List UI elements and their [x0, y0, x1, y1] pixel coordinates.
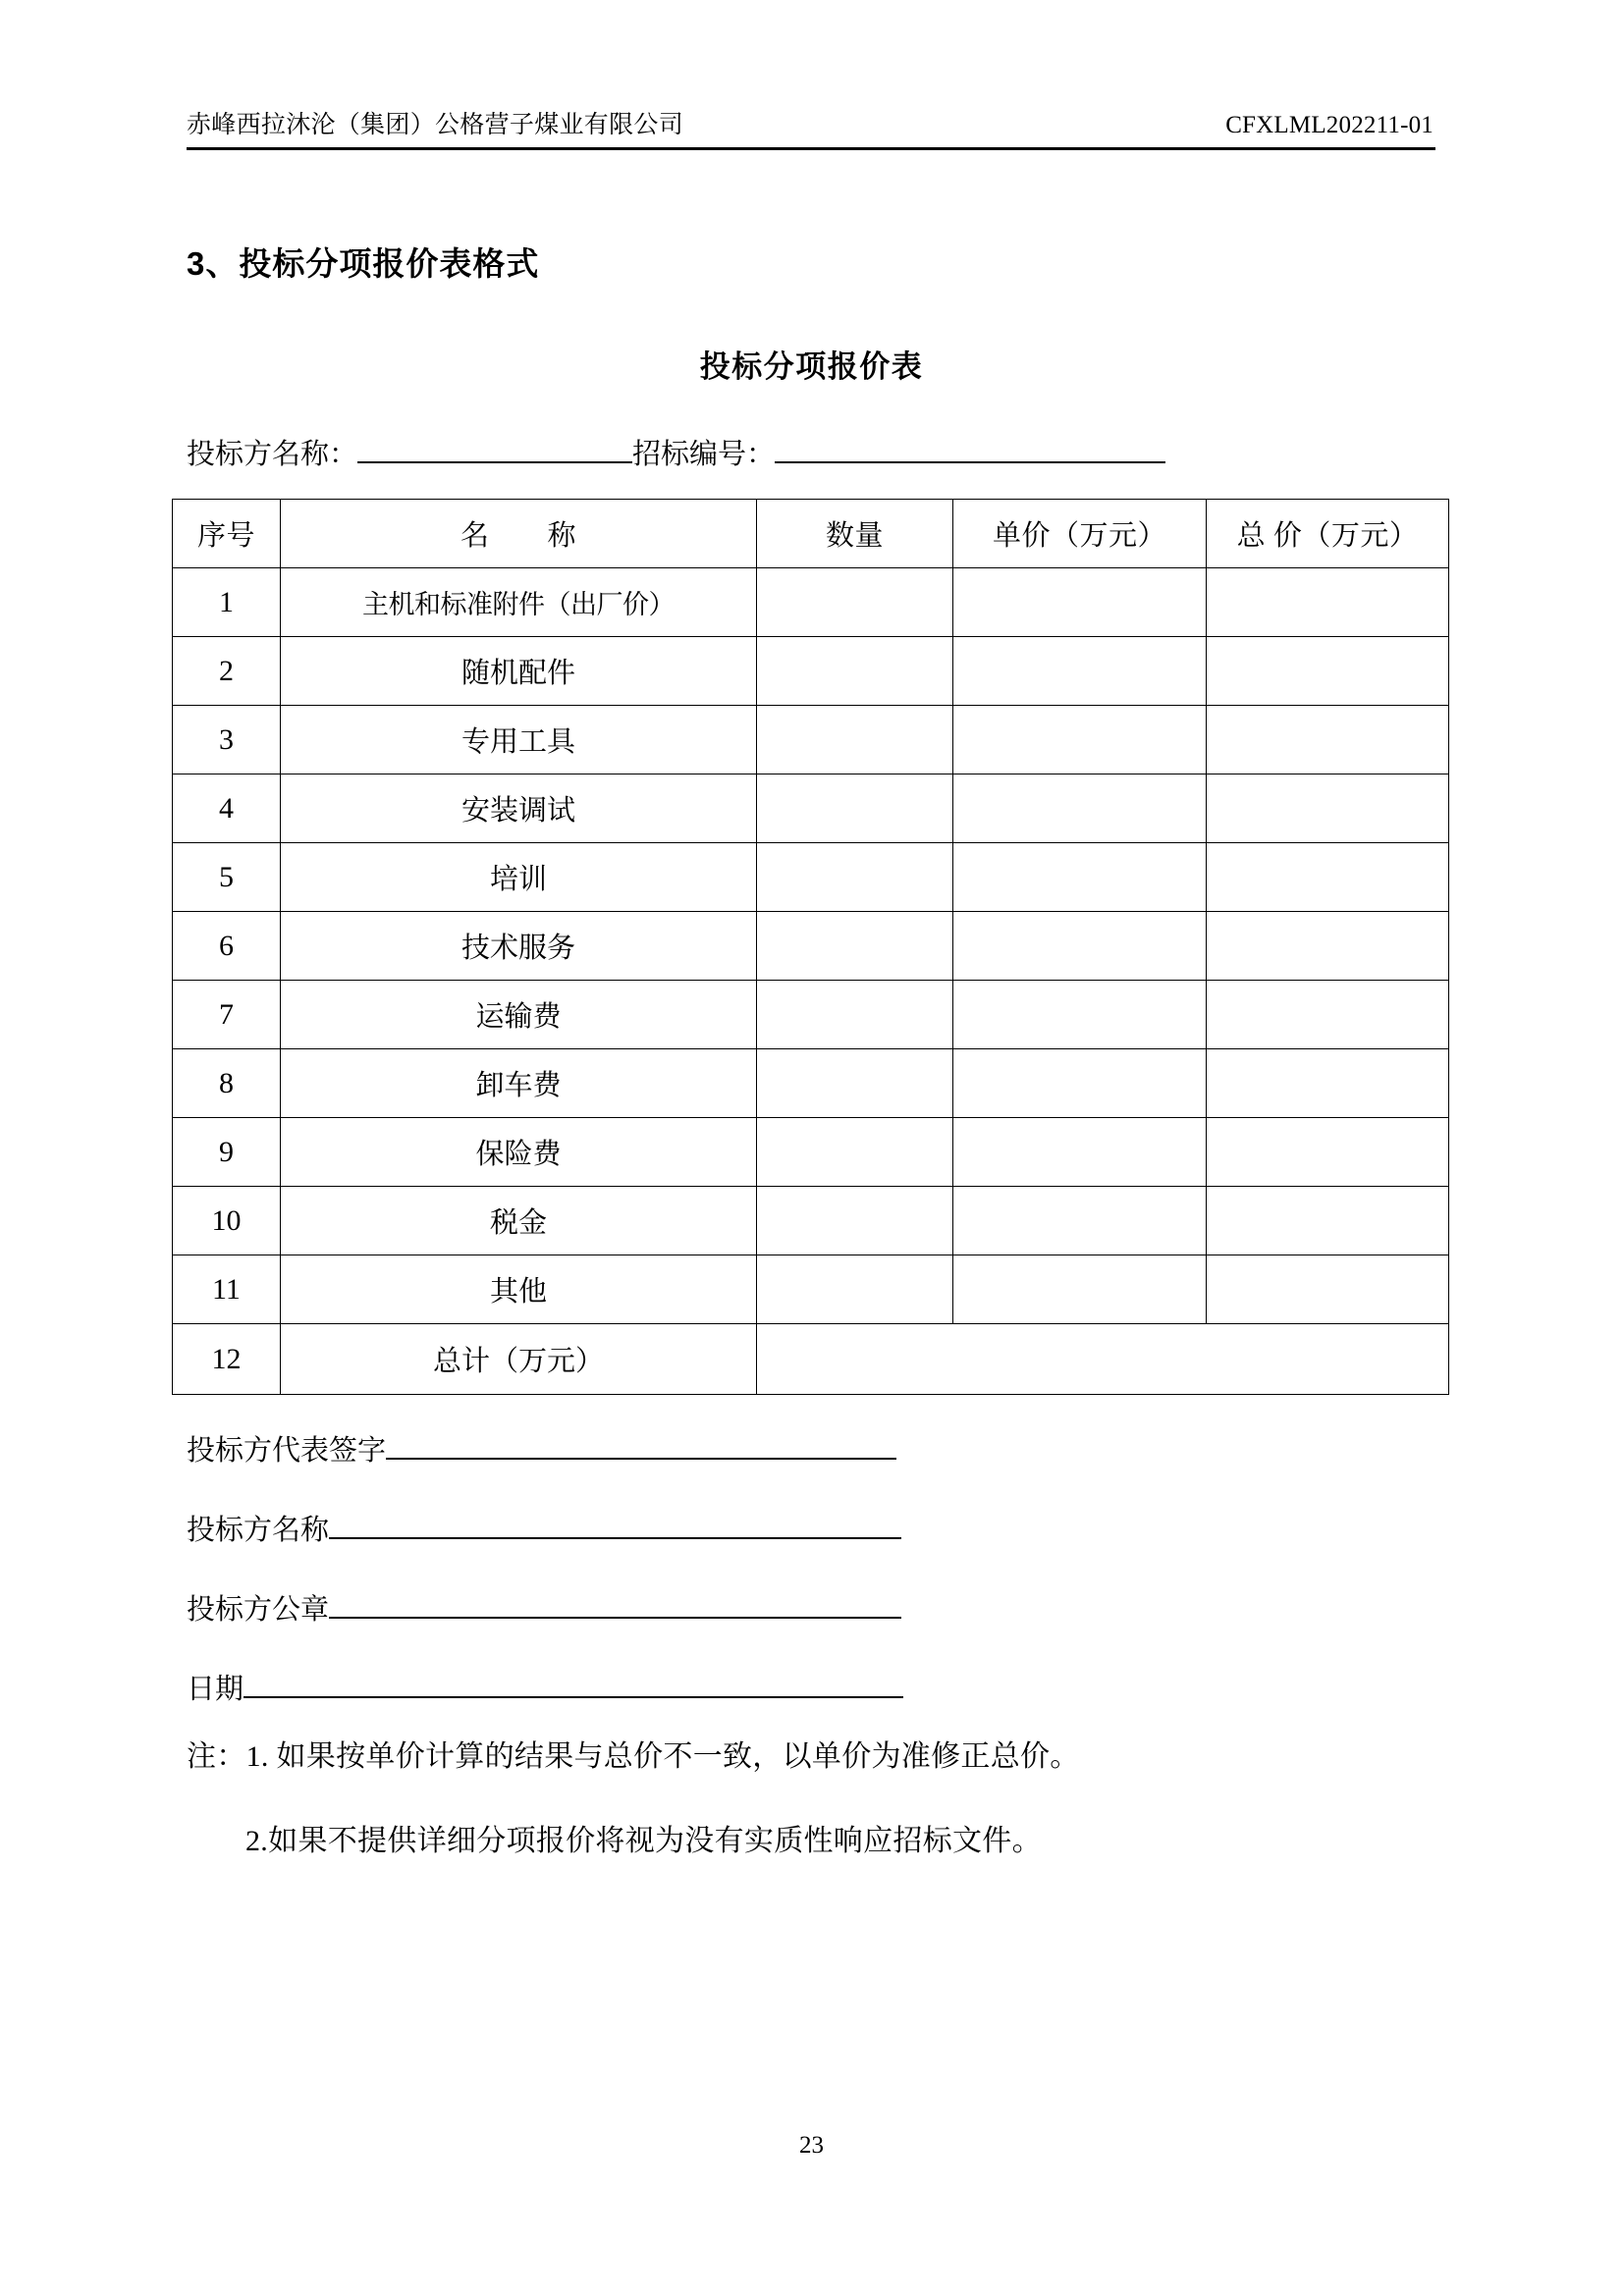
- row-quantity-input[interactable]: [757, 774, 953, 843]
- table-row: [173, 706, 1449, 774]
- column-header-name: 名 称: [281, 500, 757, 568]
- row-item-name: 培训: [281, 843, 757, 912]
- column-header-unit-price: 单价（万元）: [953, 500, 1207, 568]
- date-label: 日期: [187, 1674, 244, 1705]
- row-unit-price-input[interactable]: [953, 568, 1207, 637]
- row-total-price-input[interactable]: [1207, 1049, 1449, 1118]
- row-unit-price-input[interactable]: [953, 774, 1207, 843]
- row-number: 10: [173, 1187, 281, 1255]
- row-quantity-input[interactable]: [757, 706, 953, 774]
- note-item-2: 2.如果不提供详细分项报价将视为没有实质性响应招标文件。: [245, 1824, 1042, 1857]
- row-item-name: 卸车费: [281, 1049, 757, 1118]
- table-row: [173, 1118, 1449, 1187]
- row-unit-price-input[interactable]: [953, 843, 1207, 912]
- row-unit-price-input[interactable]: [953, 706, 1207, 774]
- row-item-name: 专用工具: [281, 706, 757, 774]
- table-row: [173, 568, 1449, 637]
- row-total-price-input[interactable]: [1207, 568, 1449, 637]
- row-quantity-input[interactable]: [757, 637, 953, 706]
- row-item-name: 税金: [281, 1187, 757, 1255]
- row-total-price-input[interactable]: [1207, 706, 1449, 774]
- row-total-price-input[interactable]: [1207, 1187, 1449, 1255]
- page-title: 投标分项报价表: [699, 349, 924, 384]
- representative-signature-input[interactable]: [386, 1432, 896, 1460]
- section-heading: 3、投标分项报价表格式: [187, 245, 540, 282]
- row-item-name: 随机配件: [281, 637, 757, 706]
- page-number: 23: [799, 2132, 824, 2159]
- row-number: 9: [173, 1118, 281, 1187]
- header-company-name: 赤峰西拉沐沦（集团）公格营子煤业有限公司: [187, 112, 684, 138]
- row-total-price-input[interactable]: [1207, 774, 1449, 843]
- row-number: 6: [173, 912, 281, 981]
- bidder-name-signature-label: 投标方名称: [187, 1515, 330, 1546]
- total-row-number: 12: [173, 1324, 281, 1395]
- document-header: [187, 110, 1434, 140]
- header-document-number: CFXLML202211-01: [1225, 112, 1434, 138]
- table-row: [173, 637, 1449, 706]
- bidder-name-label: 投标方名称：: [187, 439, 358, 470]
- official-seal-label: 投标方公章: [187, 1594, 330, 1626]
- official-seal-input[interactable]: [329, 1591, 901, 1619]
- column-header-quantity: 数量: [757, 500, 953, 568]
- bidder-name-signature-input[interactable]: [329, 1512, 901, 1539]
- signature-line-date: [187, 1667, 1435, 1707]
- row-unit-price-input[interactable]: [953, 1187, 1207, 1255]
- row-unit-price-input[interactable]: [953, 637, 1207, 706]
- bidder-name-input[interactable]: [357, 436, 632, 463]
- signature-line-official-seal: [187, 1587, 1435, 1628]
- row-total-price-input[interactable]: [1207, 1255, 1449, 1324]
- row-item-name: 技术服务: [281, 912, 757, 981]
- row-total-price-input[interactable]: [1207, 981, 1449, 1049]
- table-row: [173, 1049, 1449, 1118]
- signature-line-bidder-name: [187, 1508, 1435, 1548]
- row-item-name: 安装调试: [281, 774, 757, 843]
- row-unit-price-input[interactable]: [953, 1049, 1207, 1118]
- row-total-price-input[interactable]: [1207, 912, 1449, 981]
- row-unit-price-input[interactable]: [953, 1118, 1207, 1187]
- note-item-1: 注：1. 如果按单价计算的结果与总价不一致，以单价为准修正总价。: [187, 1740, 1080, 1773]
- row-number: 8: [173, 1049, 281, 1118]
- total-row-value-input[interactable]: [757, 1324, 1449, 1395]
- table-total-row: [173, 1324, 1449, 1395]
- row-number: 5: [173, 843, 281, 912]
- row-item-name: 其他: [281, 1255, 757, 1324]
- table-row: [173, 843, 1449, 912]
- total-row-label: 总计（万元）: [281, 1324, 757, 1395]
- notes-block: [187, 1735, 1463, 1862]
- row-quantity-input[interactable]: [757, 1049, 953, 1118]
- row-number: 11: [173, 1255, 281, 1324]
- table-header-row: [173, 500, 1449, 568]
- table-row: [173, 1255, 1449, 1324]
- row-total-price-input[interactable]: [1207, 843, 1449, 912]
- table-row: [173, 774, 1449, 843]
- column-header-total-price: 总 价（万元）: [1207, 500, 1449, 568]
- row-quantity-input[interactable]: [757, 1187, 953, 1255]
- row-quantity-input[interactable]: [757, 981, 953, 1049]
- row-quantity-input[interactable]: [757, 1255, 953, 1324]
- date-input[interactable]: [243, 1671, 903, 1698]
- itemized-price-table: [172, 499, 1449, 1395]
- row-item-name: 主机和标准附件（出厂价）: [281, 568, 757, 637]
- row-item-name: 保险费: [281, 1118, 757, 1187]
- row-quantity-input[interactable]: [757, 843, 953, 912]
- row-unit-price-input[interactable]: [953, 912, 1207, 981]
- row-number: 7: [173, 981, 281, 1049]
- row-number: 4: [173, 774, 281, 843]
- row-unit-price-input[interactable]: [953, 1255, 1207, 1324]
- tender-number-label: 招标编号：: [632, 439, 776, 470]
- signature-block: [187, 1428, 1435, 1746]
- header-divider-rule: [187, 147, 1435, 150]
- row-total-price-input[interactable]: [1207, 1118, 1449, 1187]
- column-header-no: 序号: [173, 500, 281, 568]
- tender-number-input[interactable]: [775, 436, 1165, 463]
- signature-line-representative: [187, 1428, 1435, 1468]
- table-row: [173, 1187, 1449, 1255]
- row-quantity-input[interactable]: [757, 912, 953, 981]
- bidder-info-line: [187, 432, 1435, 472]
- row-item-name: 运输费: [281, 981, 757, 1049]
- row-number: 2: [173, 637, 281, 706]
- row-total-price-input[interactable]: [1207, 637, 1449, 706]
- table-row: [173, 912, 1449, 981]
- table-row: [173, 981, 1449, 1049]
- row-quantity-input[interactable]: [757, 1118, 953, 1187]
- representative-signature-label: 投标方代表签字: [187, 1435, 387, 1467]
- row-quantity-input[interactable]: [757, 568, 953, 637]
- row-unit-price-input[interactable]: [953, 981, 1207, 1049]
- row-number: 1: [173, 568, 281, 637]
- row-number: 3: [173, 706, 281, 774]
